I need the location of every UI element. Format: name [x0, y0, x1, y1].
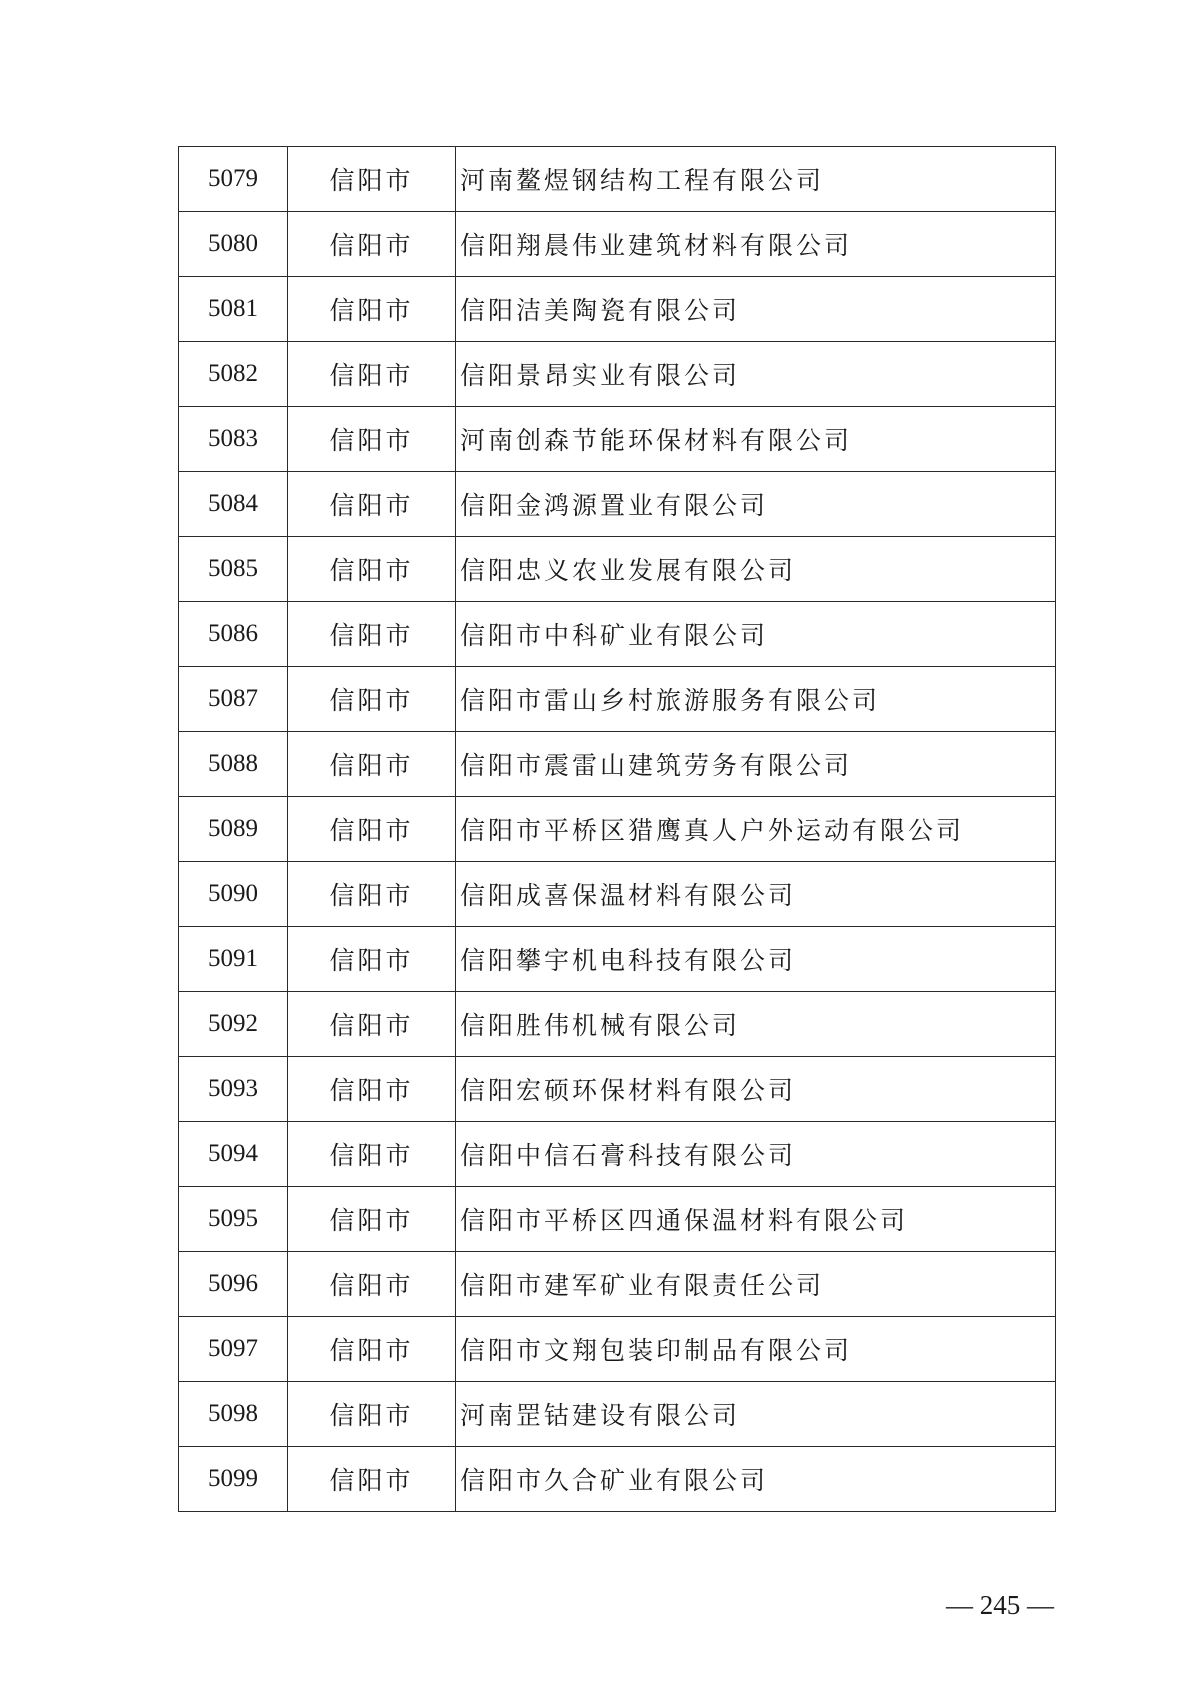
company-list-table	[178, 146, 1056, 1512]
row-number-cell: 5085	[179, 537, 288, 602]
table-row	[179, 797, 1056, 862]
table-row	[179, 602, 1056, 667]
table-row	[179, 1122, 1056, 1187]
company-name-cell: 信阳忠义农业发展有限公司	[456, 537, 1056, 602]
row-number-cell: 5098	[179, 1382, 288, 1447]
table-row	[179, 862, 1056, 927]
table-row	[179, 1382, 1056, 1447]
row-number-cell: 5084	[179, 472, 288, 537]
table-row	[179, 1252, 1056, 1317]
table-row	[179, 1187, 1056, 1252]
table-row	[179, 732, 1056, 797]
company-name-cell: 信阳翔晨伟业建筑材料有限公司	[456, 212, 1056, 277]
city-cell: 信阳市	[288, 472, 456, 537]
city-cell: 信阳市	[288, 1122, 456, 1187]
city-cell: 信阳市	[288, 732, 456, 797]
city-cell: 信阳市	[288, 667, 456, 732]
table-row	[179, 1057, 1056, 1122]
company-name-cell: 信阳市雷山乡村旅游服务有限公司	[456, 667, 1056, 732]
row-number-cell: 5099	[179, 1447, 288, 1512]
company-name-cell: 信阳中信石膏科技有限公司	[456, 1122, 1056, 1187]
company-name-cell: 信阳洁美陶瓷有限公司	[456, 277, 1056, 342]
company-name-cell: 信阳市平桥区四通保温材料有限公司	[456, 1187, 1056, 1252]
city-cell: 信阳市	[288, 1252, 456, 1317]
row-number-cell: 5089	[179, 797, 288, 862]
city-cell: 信阳市	[288, 342, 456, 407]
page-number: — 245 —	[946, 1590, 1054, 1620]
city-cell: 信阳市	[288, 1447, 456, 1512]
company-name-cell: 信阳市建军矿业有限责任公司	[456, 1252, 1056, 1317]
city-cell: 信阳市	[288, 927, 456, 992]
row-number-cell: 5086	[179, 602, 288, 667]
row-number-cell: 5080	[179, 212, 288, 277]
company-name-cell: 信阳胜伟机械有限公司	[456, 992, 1056, 1057]
city-cell: 信阳市	[288, 1057, 456, 1122]
row-number-cell: 5097	[179, 1317, 288, 1382]
table-row	[179, 147, 1056, 212]
row-number-cell: 5087	[179, 667, 288, 732]
table-row	[179, 927, 1056, 992]
table-row	[179, 407, 1056, 472]
table-row	[179, 537, 1056, 602]
company-name-cell: 信阳市震雷山建筑劳务有限公司	[456, 732, 1056, 797]
company-name-cell: 河南创森节能环保材料有限公司	[456, 407, 1056, 472]
table-row	[179, 992, 1056, 1057]
table-row	[179, 342, 1056, 407]
row-number-cell: 5081	[179, 277, 288, 342]
row-number-cell: 5090	[179, 862, 288, 927]
city-cell: 信阳市	[288, 797, 456, 862]
table-row	[179, 667, 1056, 732]
company-name-cell: 信阳景昂实业有限公司	[456, 342, 1056, 407]
company-name-cell: 信阳市中科矿业有限公司	[456, 602, 1056, 667]
company-name-cell: 河南罡钴建设有限公司	[456, 1382, 1056, 1447]
row-number-cell: 5079	[179, 147, 288, 212]
city-cell: 信阳市	[288, 602, 456, 667]
table-row	[179, 1447, 1056, 1512]
company-name-cell: 信阳金鸿源置业有限公司	[456, 472, 1056, 537]
city-cell: 信阳市	[288, 862, 456, 927]
table-row	[179, 472, 1056, 537]
city-cell: 信阳市	[288, 277, 456, 342]
city-cell: 信阳市	[288, 1187, 456, 1252]
table-row	[179, 277, 1056, 342]
row-number-cell: 5092	[179, 992, 288, 1057]
city-cell: 信阳市	[288, 1382, 456, 1447]
city-cell: 信阳市	[288, 992, 456, 1057]
company-name-cell: 信阳攀宇机电科技有限公司	[456, 927, 1056, 992]
company-name-cell: 河南鳌煜钢结构工程有限公司	[456, 147, 1056, 212]
table-body	[179, 147, 1056, 1512]
row-number-cell: 5091	[179, 927, 288, 992]
city-cell: 信阳市	[288, 537, 456, 602]
row-number-cell: 5082	[179, 342, 288, 407]
table-row	[179, 1317, 1056, 1382]
row-number-cell: 5093	[179, 1057, 288, 1122]
company-name-cell: 信阳市平桥区猎鹰真人户外运动有限公司	[456, 797, 1056, 862]
city-cell: 信阳市	[288, 1317, 456, 1382]
city-cell: 信阳市	[288, 212, 456, 277]
city-cell: 信阳市	[288, 407, 456, 472]
company-name-cell: 信阳宏硕环保材料有限公司	[456, 1057, 1056, 1122]
company-name-cell: 信阳市文翔包装印制品有限公司	[456, 1317, 1056, 1382]
row-number-cell: 5095	[179, 1187, 288, 1252]
row-number-cell: 5083	[179, 407, 288, 472]
row-number-cell: 5088	[179, 732, 288, 797]
company-name-cell: 信阳成喜保温材料有限公司	[456, 862, 1056, 927]
row-number-cell: 5096	[179, 1252, 288, 1317]
city-cell: 信阳市	[288, 147, 456, 212]
table-row	[179, 212, 1056, 277]
row-number-cell: 5094	[179, 1122, 288, 1187]
company-name-cell: 信阳市久合矿业有限公司	[456, 1447, 1056, 1512]
